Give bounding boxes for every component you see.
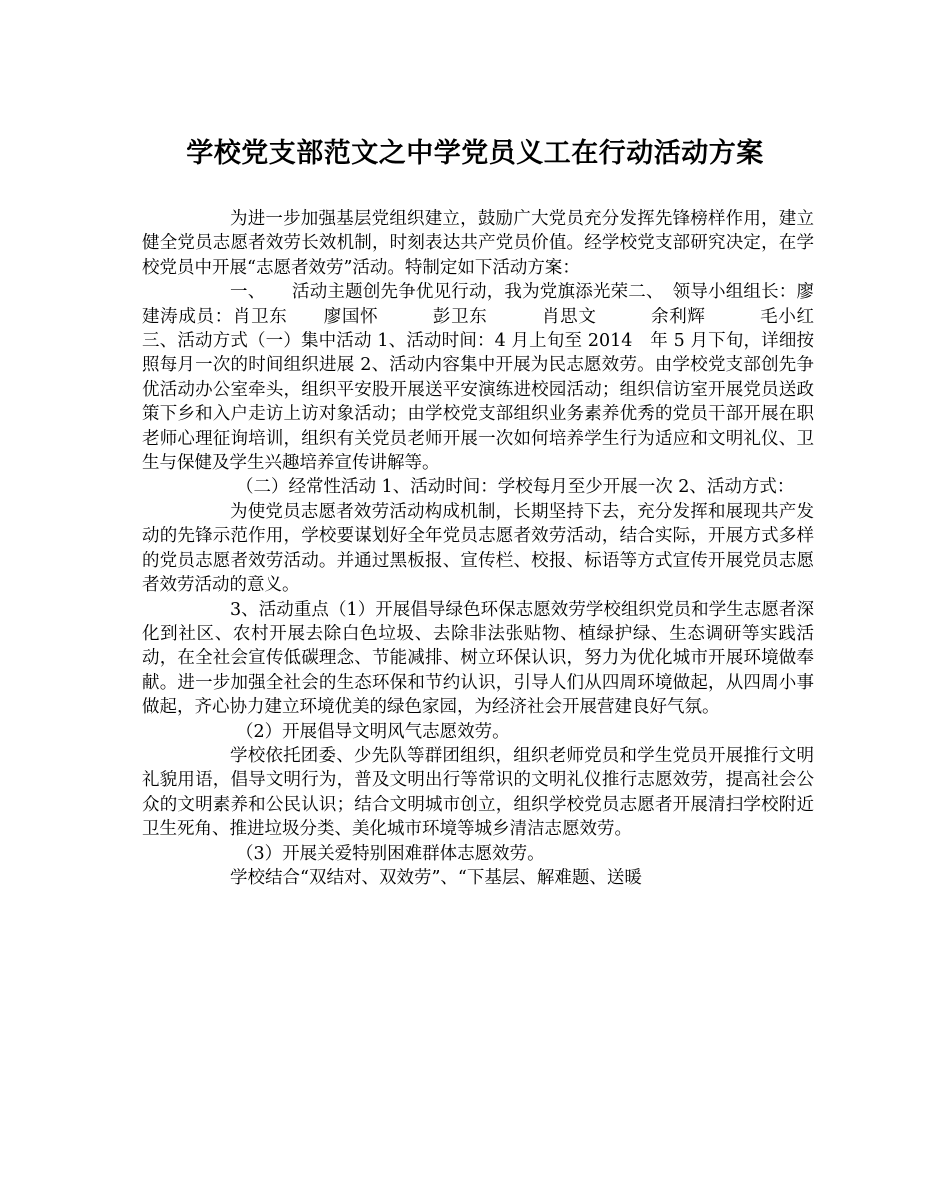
paragraph-intro: 为进一步加强基层党组织建立，鼓励广大党员充分发挥先锋榜样作用，建立健全党员志愿者效劳长效机制，时刻表达共产党员价值。经学校党支部研究决定，在学校党员中开展“志愿者效劳”活动。特制定如下活动方案： [142, 209, 814, 278]
paragraph-regular-activities: （二）经常性活动 1、活动时间：学校每月至少开展一次 2、活动方式： [236, 477, 795, 498]
paragraph-heading-civility: （2）开展倡导文明风气志愿效劳。 [236, 721, 510, 742]
document-body [142, 207, 814, 890]
document-title: 学校党支部范文之中学党员义工在行动活动方案 [186, 138, 764, 169]
paragraph-theme-and-activities: 一、 活动主题创先争优见行动，我为党旗添光荣二、 领导小组组长：廖建涛成员：肖卫东 廖国怀 彭卫东 肖思文 余利辉 毛小红三、活动方式（一）集中活动 1、活动时间：4 月上旬至 2014 年 5 月下旬，详细按照每月一次的时间组织进展 2、活动内容集中开展为民志愿效劳。由学校党支部创先争优活动办公室牵头，组织平安股开展送平安演练进校园活动；组织信访室开展党员送政策下乡和入户走访上访对象活动；由学校党支部组织业务素养优秀的党员干部开展在职老师心理征询培训，组织有关党员老师开展一次如何培养学生行为适应和文明礼仪、卫生与保健及学生兴趣培养宣传讲解等。 [142, 282, 814, 474]
paragraph-care: 学校结合“双结对、双效劳”、“下基层、解难题、送暖 [230, 867, 642, 888]
paragraph-focus-green: 3、活动重点（1）开展倡导绿色环保志愿效劳学校组织党员和学生志愿者深化到社区、农村开展去除白色垃圾、去除非法张贴物、植绿护绿、生态调研等实践活动，在全社会宣传低碳理念、节能减排、树立环保认识，努力为优化城市开展环境做奉献。进一步加强全社会的生态环保和节约认识，引导人们从四周环境做起，从四周小事做起，齐心协力建立环境优美的绿色家园，为经济社会开展营建良好气氛。 [142, 599, 814, 718]
paragraph-heading-care: （3）开展关爱特别困难群体志愿效劳。 [236, 843, 545, 864]
paragraph-mechanism: 为使党员志愿者效劳活动构成机制，长期坚持下去，充分发挥和展现共产发动的先锋示范作用，学校要谋划好全年党员志愿者效劳活动，结合实际，开展方式多样的党员志愿者效劳活动。并通过黑板报、宣传栏、校报、标语等方式宣传开展党员志愿者效劳活动的意义。 [142, 501, 814, 596]
paragraph-civility: 学校依托团委、少先队等群团组织，组织老师党员和学生党员开展推行文明礼貌用语，倡导文明行为，普及文明出行等常识的文明礼仪推行志愿效劳，提高社会公众的文明素养和公民认识；结合文明城市创立，组织学校党员志愿者开展清扫学校附近卫生死角、推进垃圾分类、美化城市环境等城乡清洁志愿效劳。 [142, 745, 814, 840]
